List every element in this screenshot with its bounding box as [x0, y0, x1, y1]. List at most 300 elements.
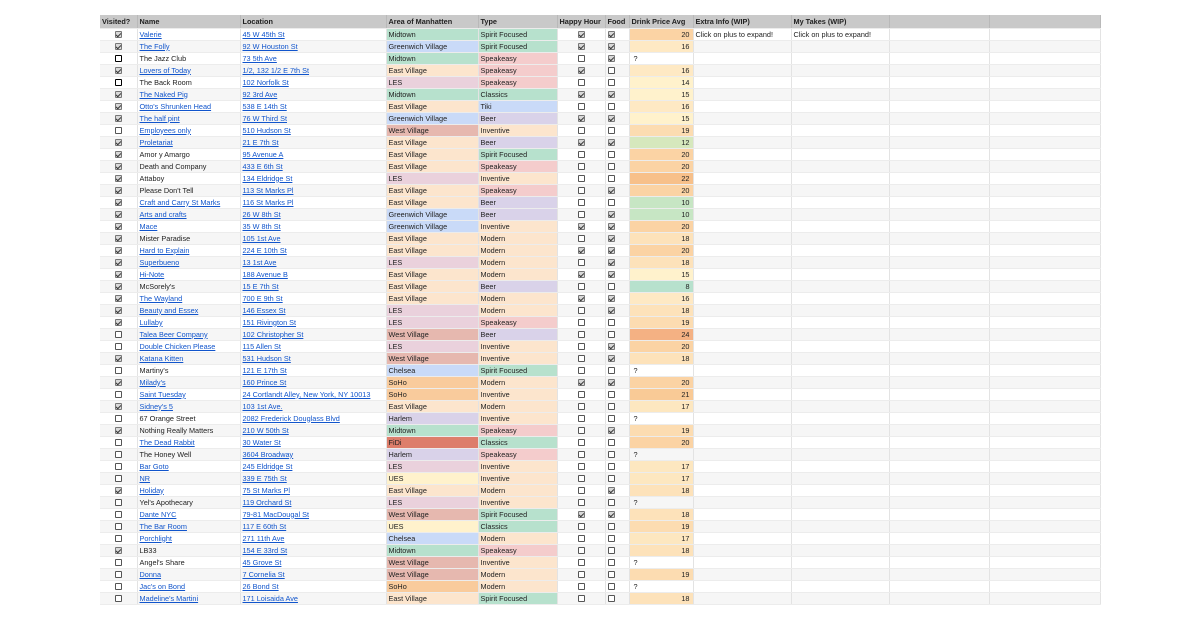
location-cell[interactable] — [240, 136, 386, 148]
food-checkbox[interactable] — [608, 427, 615, 434]
empty-cell[interactable] — [989, 592, 1100, 604]
location-link[interactable]: 113 St Marks Pl — [242, 185, 294, 195]
visited-checkbox[interactable] — [115, 427, 122, 434]
empty-cell[interactable] — [989, 352, 1100, 364]
visited-checkbox[interactable] — [115, 271, 122, 278]
location-cell[interactable] — [240, 328, 386, 340]
location-cell[interactable] — [240, 316, 386, 328]
extra-info-cell[interactable] — [693, 448, 791, 460]
bar-name-link[interactable]: Proletariat — [139, 137, 173, 147]
location-cell[interactable] — [240, 76, 386, 88]
food-checkbox[interactable] — [608, 523, 615, 530]
my-takes-cell[interactable] — [791, 220, 889, 232]
empty-cell[interactable] — [889, 424, 989, 436]
happy-hour-checkbox[interactable] — [578, 163, 585, 170]
food-checkbox[interactable] — [608, 175, 615, 182]
header-my-takes[interactable]: My Takes (WIP) — [791, 15, 889, 28]
visited-checkbox[interactable] — [115, 511, 122, 518]
extra-info-cell[interactable] — [693, 460, 791, 472]
empty-cell[interactable] — [889, 376, 989, 388]
my-takes-cell[interactable] — [791, 580, 889, 592]
extra-info-cell[interactable] — [693, 388, 791, 400]
food-checkbox[interactable] — [608, 187, 615, 194]
food-checkbox[interactable] — [608, 487, 615, 494]
empty-cell[interactable] — [989, 112, 1100, 124]
visited-checkbox[interactable] — [115, 475, 122, 482]
location-cell[interactable] — [240, 220, 386, 232]
visited-checkbox[interactable] — [115, 415, 122, 422]
visited-checkbox[interactable] — [115, 343, 122, 350]
empty-cell[interactable] — [889, 496, 989, 508]
happy-hour-checkbox[interactable] — [578, 295, 585, 302]
empty-cell[interactable] — [889, 100, 989, 112]
location-cell[interactable] — [240, 544, 386, 556]
name-cell[interactable] — [137, 124, 240, 136]
location-link[interactable]: 30 Water St — [242, 437, 281, 447]
my-takes-cell[interactable] — [791, 544, 889, 556]
empty-cell[interactable] — [989, 304, 1100, 316]
extra-info-cell[interactable] — [693, 292, 791, 304]
location-link[interactable]: 15 E 7th St — [242, 281, 279, 291]
empty-cell[interactable] — [989, 292, 1100, 304]
visited-checkbox[interactable] — [115, 319, 122, 326]
location-cell[interactable] — [240, 256, 386, 268]
food-checkbox[interactable] — [608, 403, 615, 410]
visited-checkbox[interactable] — [115, 487, 122, 494]
empty-cell[interactable] — [889, 196, 989, 208]
visited-checkbox[interactable] — [115, 295, 122, 302]
visited-checkbox[interactable] — [115, 559, 122, 566]
location-link[interactable]: 116 St Marks Pl — [242, 197, 294, 207]
name-cell[interactable] — [137, 100, 240, 112]
my-takes-cell[interactable] — [791, 64, 889, 76]
my-takes-cell[interactable] — [791, 292, 889, 304]
visited-checkbox[interactable] — [115, 175, 122, 182]
location-link[interactable]: 102 Christopher St — [242, 329, 304, 339]
extra-info-cell[interactable] — [693, 304, 791, 316]
my-takes-cell[interactable] — [791, 340, 889, 352]
food-checkbox[interactable] — [608, 559, 615, 566]
visited-checkbox[interactable] — [115, 31, 122, 38]
location-cell[interactable] — [240, 196, 386, 208]
happy-hour-checkbox[interactable] — [578, 463, 585, 470]
location-cell[interactable] — [240, 376, 386, 388]
bar-name-link[interactable]: NR — [139, 473, 151, 483]
name-cell[interactable] — [137, 520, 240, 532]
visited-checkbox[interactable] — [115, 463, 122, 470]
location-link[interactable]: 45 Grove St — [242, 557, 282, 567]
food-checkbox[interactable] — [608, 463, 615, 470]
empty-cell[interactable] — [989, 544, 1100, 556]
location-cell[interactable] — [240, 88, 386, 100]
bar-name-link[interactable]: The Dead Rabbit — [139, 437, 195, 447]
extra-info-cell[interactable] — [693, 436, 791, 448]
name-cell[interactable] — [137, 208, 240, 220]
location-cell[interactable] — [240, 400, 386, 412]
bar-name-link[interactable]: Bar Goto — [139, 461, 169, 471]
location-link[interactable]: 121 E 17th St — [242, 365, 287, 375]
location-cell[interactable] — [240, 40, 386, 52]
my-takes-cell[interactable] — [791, 556, 889, 568]
extra-info-cell[interactable] — [693, 40, 791, 52]
food-checkbox[interactable] — [608, 415, 615, 422]
happy-hour-checkbox[interactable] — [578, 283, 585, 290]
extra-info-cell[interactable] — [693, 412, 791, 424]
my-takes-cell[interactable] — [791, 136, 889, 148]
location-link[interactable]: 7 Cornelia St — [242, 569, 285, 579]
location-cell[interactable] — [240, 484, 386, 496]
empty-cell[interactable] — [889, 124, 989, 136]
extra-info-cell[interactable] — [693, 88, 791, 100]
name-cell[interactable] — [137, 304, 240, 316]
extra-info-cell[interactable] — [693, 400, 791, 412]
extra-info-cell[interactable] — [693, 244, 791, 256]
bar-name-link[interactable]: The Naked Pig — [139, 89, 188, 99]
happy-hour-checkbox[interactable] — [578, 451, 585, 458]
visited-checkbox[interactable] — [115, 187, 122, 194]
empty-cell[interactable] — [889, 40, 989, 52]
happy-hour-checkbox[interactable] — [578, 367, 585, 374]
my-takes-cell[interactable] — [791, 376, 889, 388]
empty-cell[interactable] — [889, 208, 989, 220]
empty-cell[interactable] — [889, 220, 989, 232]
happy-hour-checkbox[interactable] — [578, 427, 585, 434]
visited-checkbox[interactable] — [115, 367, 122, 374]
empty-cell[interactable] — [989, 268, 1100, 280]
location-link[interactable]: 271 11th Ave — [242, 533, 285, 543]
extra-info-cell[interactable] — [693, 544, 791, 556]
food-checkbox[interactable] — [608, 163, 615, 170]
happy-hour-checkbox[interactable] — [578, 91, 585, 98]
location-cell[interactable] — [240, 172, 386, 184]
bar-name-link[interactable]: Jac's on Bond — [139, 581, 186, 591]
empty-cell[interactable] — [889, 352, 989, 364]
bar-name-link[interactable]: Lullaby — [139, 317, 163, 327]
location-cell[interactable] — [240, 508, 386, 520]
food-checkbox[interactable] — [608, 259, 615, 266]
empty-cell[interactable] — [989, 28, 1100, 40]
location-cell[interactable] — [240, 208, 386, 220]
location-link[interactable]: 76 W Third St — [242, 113, 287, 123]
my-takes-cell[interactable] — [791, 160, 889, 172]
food-checkbox[interactable] — [608, 223, 615, 230]
happy-hour-checkbox[interactable] — [578, 343, 585, 350]
location-cell[interactable] — [240, 112, 386, 124]
location-link[interactable]: 26 W 8th St — [242, 209, 281, 219]
bar-name-link[interactable]: Hard to Explain — [139, 245, 190, 255]
location-cell[interactable] — [240, 412, 386, 424]
empty-cell[interactable] — [989, 52, 1100, 64]
bar-name-link[interactable]: Milady's — [139, 377, 166, 387]
visited-checkbox[interactable] — [115, 127, 122, 134]
extra-info-cell[interactable] — [693, 376, 791, 388]
location-cell[interactable] — [240, 304, 386, 316]
extra-info-cell[interactable] — [693, 268, 791, 280]
empty-cell[interactable] — [889, 172, 989, 184]
my-takes-cell[interactable]: Click on plus to expand! — [791, 28, 889, 40]
name-cell[interactable] — [137, 592, 240, 604]
empty-cell[interactable] — [989, 460, 1100, 472]
location-link[interactable]: 433 E 6th St — [242, 161, 283, 171]
extra-info-cell[interactable] — [693, 508, 791, 520]
empty-cell[interactable] — [889, 64, 989, 76]
name-cell[interactable] — [137, 352, 240, 364]
bar-name-link[interactable]: Holiday — [139, 485, 164, 495]
header-happy-hour[interactable]: Happy Hour — [557, 15, 605, 28]
header-empty[interactable] — [989, 15, 1100, 28]
empty-cell[interactable] — [989, 40, 1100, 52]
my-takes-cell[interactable] — [791, 304, 889, 316]
visited-checkbox[interactable] — [115, 115, 122, 122]
name-cell[interactable] — [137, 460, 240, 472]
empty-cell[interactable] — [989, 76, 1100, 88]
empty-cell[interactable] — [889, 160, 989, 172]
extra-info-cell[interactable] — [693, 364, 791, 376]
food-checkbox[interactable] — [608, 511, 615, 518]
visited-checkbox[interactable] — [115, 403, 122, 410]
empty-cell[interactable] — [989, 232, 1100, 244]
extra-info-cell[interactable] — [693, 496, 791, 508]
bar-name-link[interactable]: Madeline's Martini — [139, 593, 199, 603]
location-link[interactable]: 35 W 8th St — [242, 221, 281, 231]
empty-cell[interactable] — [989, 340, 1100, 352]
empty-cell[interactable] — [989, 100, 1100, 112]
location-link[interactable]: 92 3rd Ave — [242, 89, 278, 99]
location-cell[interactable] — [240, 580, 386, 592]
food-checkbox[interactable] — [608, 151, 615, 158]
empty-cell[interactable] — [889, 88, 989, 100]
visited-checkbox[interactable] — [115, 571, 122, 578]
food-checkbox[interactable] — [608, 583, 615, 590]
my-takes-cell[interactable] — [791, 424, 889, 436]
my-takes-cell[interactable] — [791, 412, 889, 424]
happy-hour-checkbox[interactable] — [578, 559, 585, 566]
location-cell[interactable] — [240, 148, 386, 160]
happy-hour-checkbox[interactable] — [578, 391, 585, 398]
header-extra-info[interactable]: Extra Info (WIP) — [693, 15, 791, 28]
empty-cell[interactable] — [889, 412, 989, 424]
location-link[interactable]: 134 Eldridge St — [242, 173, 293, 183]
location-cell[interactable] — [240, 532, 386, 544]
location-cell[interactable] — [240, 340, 386, 352]
happy-hour-checkbox[interactable] — [578, 115, 585, 122]
my-takes-cell[interactable] — [791, 88, 889, 100]
location-cell[interactable] — [240, 28, 386, 40]
my-takes-cell[interactable] — [791, 328, 889, 340]
my-takes-cell[interactable] — [791, 172, 889, 184]
empty-cell[interactable] — [989, 256, 1100, 268]
my-takes-cell[interactable] — [791, 388, 889, 400]
my-takes-cell[interactable] — [791, 568, 889, 580]
name-cell[interactable] — [137, 292, 240, 304]
empty-cell[interactable] — [889, 184, 989, 196]
empty-cell[interactable] — [989, 496, 1100, 508]
empty-cell[interactable] — [889, 28, 989, 40]
food-checkbox[interactable] — [608, 67, 615, 74]
empty-cell[interactable] — [889, 592, 989, 604]
header-type[interactable]: Type — [478, 15, 557, 28]
empty-cell[interactable] — [989, 580, 1100, 592]
location-cell[interactable] — [240, 448, 386, 460]
my-takes-cell[interactable] — [791, 436, 889, 448]
food-checkbox[interactable] — [608, 355, 615, 362]
visited-checkbox[interactable] — [115, 595, 122, 602]
visited-checkbox[interactable] — [115, 151, 122, 158]
my-takes-cell[interactable] — [791, 484, 889, 496]
extra-info-cell[interactable] — [693, 148, 791, 160]
empty-cell[interactable] — [889, 292, 989, 304]
food-checkbox[interactable] — [608, 115, 615, 122]
visited-checkbox[interactable] — [115, 499, 122, 506]
empty-cell[interactable] — [889, 340, 989, 352]
happy-hour-checkbox[interactable] — [578, 403, 585, 410]
empty-cell[interactable] — [889, 484, 989, 496]
location-link[interactable]: 1/2, 132 1/2 E 7th St — [242, 65, 310, 75]
name-cell[interactable] — [137, 64, 240, 76]
visited-checkbox[interactable] — [115, 211, 122, 218]
location-link[interactable]: 79-81 MacDougal St — [242, 509, 310, 519]
empty-cell[interactable] — [889, 556, 989, 568]
empty-cell[interactable] — [889, 580, 989, 592]
location-cell[interactable] — [240, 436, 386, 448]
location-link[interactable]: 700 E 9th St — [242, 293, 283, 303]
visited-checkbox[interactable] — [115, 103, 122, 110]
location-link[interactable]: 75 St Marks Pl — [242, 485, 290, 495]
my-takes-cell[interactable] — [791, 76, 889, 88]
visited-checkbox[interactable] — [115, 43, 122, 50]
empty-cell[interactable] — [889, 388, 989, 400]
happy-hour-checkbox[interactable] — [578, 355, 585, 362]
empty-cell[interactable] — [989, 412, 1100, 424]
location-link[interactable]: 117 E 60th St — [242, 521, 287, 531]
empty-cell[interactable] — [889, 472, 989, 484]
visited-checkbox[interactable] — [115, 355, 122, 362]
my-takes-cell[interactable] — [791, 520, 889, 532]
name-cell[interactable] — [137, 316, 240, 328]
bar-name-link[interactable]: Dante NYC — [139, 509, 177, 519]
bar-name-link[interactable]: The Wayland — [139, 293, 183, 303]
food-checkbox[interactable] — [608, 475, 615, 482]
visited-checkbox[interactable] — [115, 247, 122, 254]
visited-checkbox[interactable] — [115, 199, 122, 206]
empty-cell[interactable] — [989, 568, 1100, 580]
my-takes-cell[interactable] — [791, 124, 889, 136]
happy-hour-checkbox[interactable] — [578, 175, 585, 182]
empty-cell[interactable] — [889, 268, 989, 280]
empty-cell[interactable] — [989, 64, 1100, 76]
location-cell[interactable] — [240, 280, 386, 292]
location-cell[interactable] — [240, 568, 386, 580]
empty-cell[interactable] — [989, 244, 1100, 256]
empty-cell[interactable] — [889, 244, 989, 256]
empty-cell[interactable] — [989, 520, 1100, 532]
visited-checkbox[interactable] — [115, 259, 122, 266]
food-checkbox[interactable] — [608, 271, 615, 278]
happy-hour-checkbox[interactable] — [578, 67, 585, 74]
food-checkbox[interactable] — [608, 535, 615, 542]
happy-hour-checkbox[interactable] — [578, 211, 585, 218]
empty-cell[interactable] — [889, 52, 989, 64]
food-checkbox[interactable] — [608, 79, 615, 86]
extra-info-cell[interactable] — [693, 100, 791, 112]
location-link[interactable]: 26 Bond St — [242, 581, 279, 591]
empty-cell[interactable] — [889, 436, 989, 448]
extra-info-cell[interactable] — [693, 112, 791, 124]
location-link[interactable]: 2082 Frederick Douglass Blvd — [242, 413, 340, 423]
empty-cell[interactable] — [989, 484, 1100, 496]
my-takes-cell[interactable] — [791, 148, 889, 160]
happy-hour-checkbox[interactable] — [578, 571, 585, 578]
location-link[interactable]: 171 Loisaida Ave — [242, 593, 298, 603]
my-takes-cell[interactable] — [791, 244, 889, 256]
name-cell[interactable] — [137, 268, 240, 280]
visited-checkbox[interactable] — [115, 307, 122, 314]
extra-info-cell[interactable] — [693, 352, 791, 364]
location-link[interactable]: 210 W 50th St — [242, 425, 289, 435]
food-checkbox[interactable] — [608, 199, 615, 206]
header-food[interactable]: Food — [605, 15, 629, 28]
name-cell[interactable] — [137, 580, 240, 592]
my-takes-cell[interactable] — [791, 460, 889, 472]
empty-cell[interactable] — [989, 448, 1100, 460]
header-area[interactable]: Area of Manhatten — [386, 15, 478, 28]
empty-cell[interactable] — [989, 328, 1100, 340]
bar-name-link[interactable]: Mace — [139, 221, 158, 231]
bar-name-link[interactable]: Donna — [139, 569, 162, 579]
name-cell[interactable] — [137, 40, 240, 52]
food-checkbox[interactable] — [608, 391, 615, 398]
location-link[interactable]: 339 E 75th St — [242, 473, 287, 483]
empty-cell[interactable] — [889, 232, 989, 244]
happy-hour-checkbox[interactable] — [578, 511, 585, 518]
location-link[interactable]: 538 E 14th St — [242, 101, 287, 111]
empty-cell[interactable] — [989, 160, 1100, 172]
location-cell[interactable] — [240, 496, 386, 508]
empty-cell[interactable] — [889, 460, 989, 472]
happy-hour-checkbox[interactable] — [578, 415, 585, 422]
location-link[interactable]: 115 Allen St — [242, 341, 281, 351]
happy-hour-checkbox[interactable] — [578, 55, 585, 62]
food-checkbox[interactable] — [608, 235, 615, 242]
empty-cell[interactable] — [889, 568, 989, 580]
food-checkbox[interactable] — [608, 283, 615, 290]
extra-info-cell[interactable] — [693, 208, 791, 220]
empty-cell[interactable] — [889, 112, 989, 124]
location-cell[interactable] — [240, 184, 386, 196]
food-checkbox[interactable] — [608, 127, 615, 134]
bar-name-link[interactable]: Beauty and Essex — [139, 305, 199, 315]
empty-cell[interactable] — [989, 124, 1100, 136]
bar-name-link[interactable]: The half pint — [139, 113, 180, 123]
visited-checkbox[interactable] — [115, 583, 122, 590]
happy-hour-checkbox[interactable] — [578, 331, 585, 338]
empty-cell[interactable] — [889, 76, 989, 88]
visited-checkbox[interactable] — [115, 523, 122, 530]
location-cell[interactable] — [240, 472, 386, 484]
my-takes-cell[interactable] — [791, 592, 889, 604]
my-takes-cell[interactable] — [791, 40, 889, 52]
empty-cell[interactable] — [989, 220, 1100, 232]
empty-cell[interactable] — [989, 436, 1100, 448]
location-cell[interactable] — [240, 268, 386, 280]
happy-hour-checkbox[interactable] — [578, 547, 585, 554]
happy-hour-checkbox[interactable] — [578, 583, 585, 590]
header-price[interactable]: Drink Price Avg — [629, 15, 693, 28]
food-checkbox[interactable] — [608, 43, 615, 50]
location-link[interactable]: 151 Rivington St — [242, 317, 297, 327]
food-checkbox[interactable] — [608, 247, 615, 254]
extra-info-cell[interactable] — [693, 556, 791, 568]
